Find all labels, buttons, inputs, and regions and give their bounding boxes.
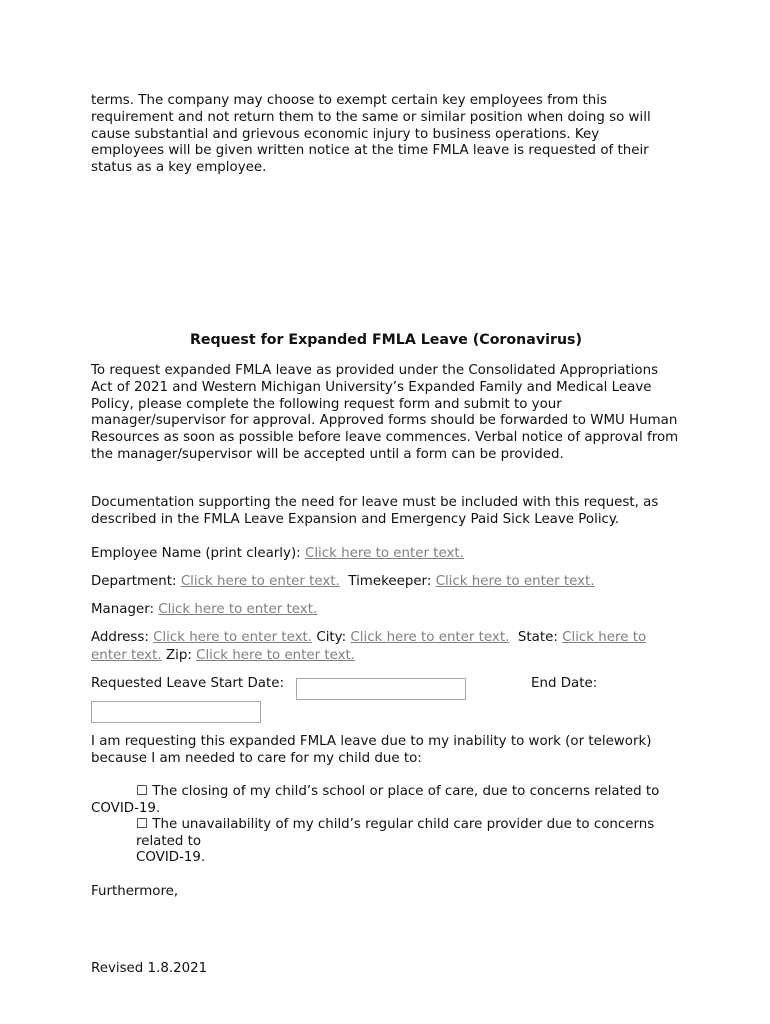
department-label: Department:: [91, 574, 177, 589]
address-label: Address:: [91, 630, 149, 645]
employee-name-field[interactable]: Click here to enter text.: [304, 546, 464, 561]
address-field[interactable]: Click here to enter text.: [153, 630, 313, 645]
state-label: State:: [517, 630, 558, 645]
child-care-text-line2: related to: [136, 834, 202, 849]
start-date-label: Requested Leave Start Date:: [91, 676, 284, 691]
state-field[interactable]: Click here to: [562, 630, 647, 645]
timekeeper-label: Timekeeper:: [348, 574, 432, 589]
school-closing-text-continued: COVID-19.: [91, 801, 161, 816]
employee-name-label: Employee Name (print clearly):: [91, 546, 301, 561]
child-care-checkbox[interactable]: ☐: [136, 817, 149, 832]
school-closing-checkbox[interactable]: ☐: [136, 784, 149, 799]
instructions-paragraph: To request expanded FMLA leave as provided under the Consolidated Appropriations Act of 2021 and Western Michigan University’s Expanded Family and Medical Leave Policy, please complete the following request form and submit to your manager/supervisor for approval. Approved forms should be forwarded to WMU Human Resources as soon as possible before leave commences. Verbal notice of approval from the manager/supervisor will be accepted until a form can be provided.: [91, 363, 679, 462]
key-employee-paragraph: terms. The company may choose to exempt certain key employees from this requirement and not return them to the same or similar position when doing so will cause substantial and grievous economic injury to business operations. Key employees will be given written notice at the time FMLA leave is requested of their status as a key employee.: [91, 93, 651, 176]
address-row: [91, 629, 691, 647]
child-care-text-line3: COVID-19.: [136, 850, 206, 865]
child-care-text: The unavailability of my child’s regular child care provider due to concerns: [152, 817, 655, 832]
zip-field[interactable]: Click here to enter text.: [196, 648, 356, 663]
documentation-end: .: [614, 511, 620, 527]
documentation-paragraph: [91, 495, 686, 529]
end-date-label: End Date:: [531, 676, 598, 691]
school-closing-text: The closing of my child’s school or place of care, due to concerns related to: [152, 784, 660, 799]
end-date-input[interactable]: [91, 701, 261, 723]
city-label: City:: [316, 630, 347, 645]
state-field-continued[interactable]: enter text.: [91, 648, 162, 663]
manager-row: [91, 601, 691, 619]
option-child-care-unavailable: [136, 817, 654, 834]
manager-field[interactable]: Click here to enter text.: [158, 602, 318, 617]
zip-label: Zip:: [165, 648, 192, 663]
reason-intro: I am requesting this expanded FMLA leave due to my inability to work (or telework) because I am needed to care for my child due to:: [91, 734, 652, 766]
start-date-input[interactable]: [296, 678, 466, 700]
furthermore-text: Furthermore,: [91, 884, 179, 899]
city-field[interactable]: Click here to enter text.: [350, 630, 510, 645]
address-row-continued: [91, 647, 691, 665]
option-school-closing: [136, 784, 659, 801]
department-row: [91, 573, 691, 591]
manager-label: Manager:: [91, 602, 154, 617]
form-title: Request for Expanded FMLA Leave (Coronavirus): [189, 332, 582, 348]
revision-footer: Revised 1.8.2021: [91, 961, 208, 976]
department-field[interactable]: Click here to enter text.: [180, 574, 340, 589]
employee-name-row: [91, 545, 691, 563]
documentation-text: Documentation supporting the need for leave must be included with this request, as described in the: [91, 495, 659, 527]
timekeeper-field[interactable]: Click here to enter text.: [435, 574, 595, 589]
policy-name: FMLA Leave Expansion and Emergency Paid Sick Leave Policy: [203, 511, 615, 527]
